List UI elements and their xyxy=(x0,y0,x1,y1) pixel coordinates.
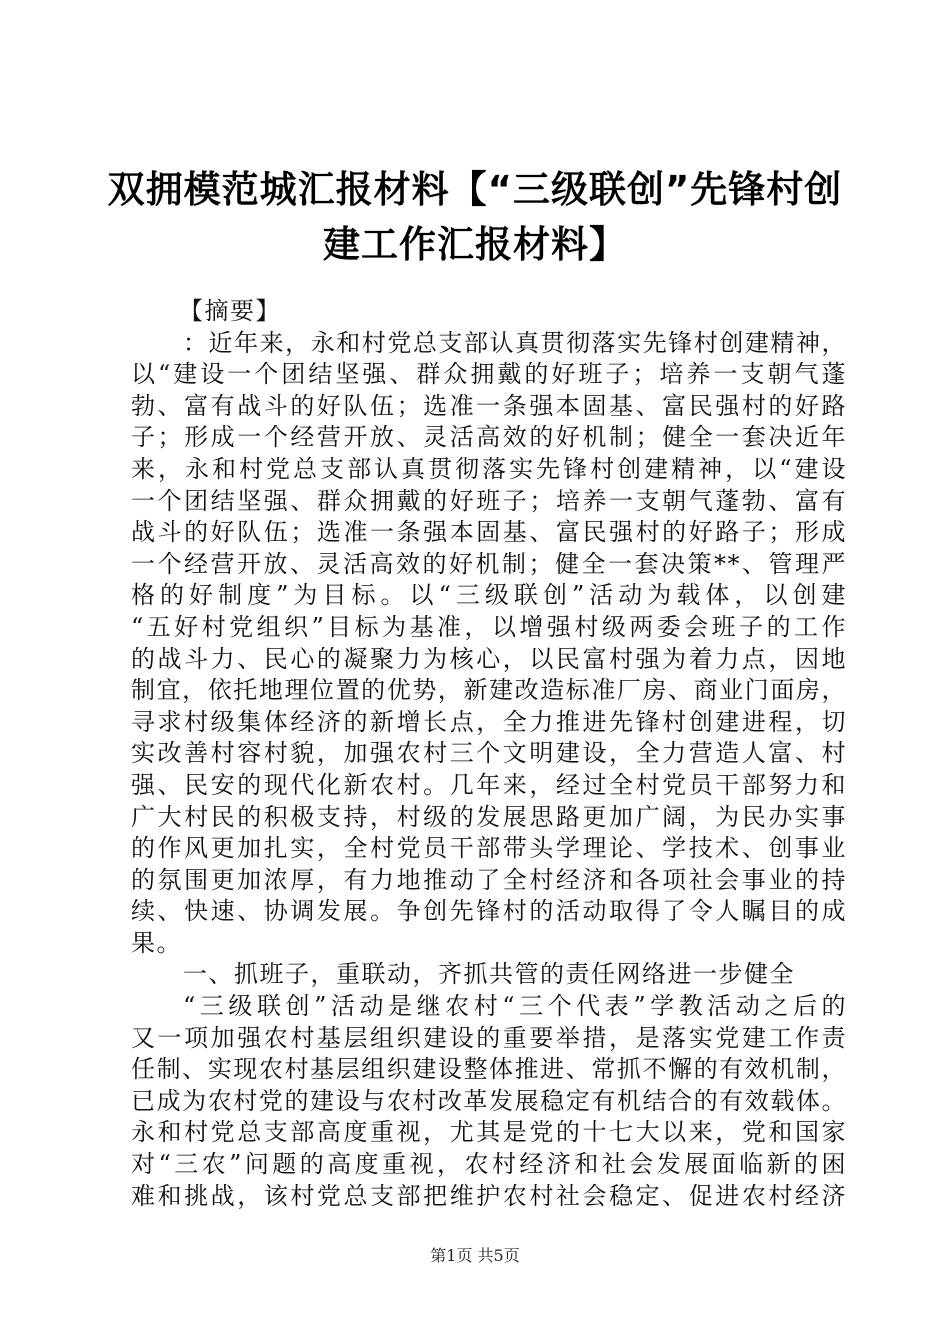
body-line: 战斗的好队伍；选准一条强本固基、富民强村的好路子；形成 xyxy=(131,518,847,547)
body-line: 广大村民的积极支持，村级的发展思路更加广阔，为民办实事 xyxy=(131,802,847,831)
body-line: 一个团结坚强、群众拥戴的好班子；培养一支朝气蓬勃、富有 xyxy=(131,486,847,515)
body-line: 又一项加强农村基层组织建设的重要举措，是落实党建工作责 xyxy=(131,1023,847,1052)
body-line: 【摘要】 xyxy=(179,297,281,325)
body-line: 勃、富有战斗的好队伍；选准一条强本固基、富民强村的好路 xyxy=(131,391,847,420)
document-title-line-2: 建工作汇报材料】 xyxy=(323,223,627,266)
body-line: 寻求村级集体经济的新增长点，全力推进先锋村创建进程，切 xyxy=(131,707,847,736)
body-line: 实改善村容村貌，加强农村三个文明建设，全力营造人富、村 xyxy=(131,739,847,768)
document-title-line-1: 双拥模范城汇报材料【“三级联创”先锋村创 xyxy=(107,168,843,211)
body-line: 对“三农”问题的高度重视，农村经济和社会发展面临新的困 xyxy=(131,1150,847,1179)
body-line: 强、民安的现代化新农村。几年来，经过全村党员干部努力和 xyxy=(131,770,847,799)
body-line: 格的好制度”为目标。以“三级联创”活动为载体，以创建 xyxy=(131,581,847,610)
body-line: 来，永和村党总支部认真贯彻落实先锋村创建精神，以“建设 xyxy=(131,454,847,483)
body-line: 续、快速、协调发展。争创先锋村的活动取得了令人瞩目的成 xyxy=(131,897,847,926)
body-line: 已成为农村党的建设与农村改革发展稳定有机结合的有效载体。 xyxy=(131,1086,847,1115)
page-footer: 第1页 共5页 xyxy=(430,1246,520,1265)
body-line: “三级联创”活动是继农村“三个代表”学教活动之后的 xyxy=(183,992,847,1021)
body-line: ：近年来，永和村党总支部认真贯彻落实先锋村创建精神， xyxy=(183,328,847,357)
body-line: 任制、实现农村基层组织建设整体推进、常抓不懈的有效机制， xyxy=(131,1055,847,1084)
body-line: “五好村党组织”目标为基准，以增强村级两委会班子的工作 xyxy=(131,612,847,641)
body-line: 果。 xyxy=(131,928,182,957)
body-line: 永和村党总支部高度重视，尤其是党的十七大以来，党和国家 xyxy=(131,1118,847,1147)
document-body xyxy=(131,296,847,1212)
body-line: 以“建设一个团结坚强、群众拥戴的好班子；培养一支朝气蓬 xyxy=(131,360,847,389)
body-line: 的作风更加扎实，全村党员干部带头学理论、学技术、创事业 xyxy=(131,834,847,863)
body-line: 的氛围更加浓厚，有力地推动了全村经济和各项社会事业的持 xyxy=(131,865,847,894)
body-line: 制宜，依托地理位置的优势，新建改造标准厂房、商业门面房， xyxy=(131,676,847,705)
body-line: 的战斗力、民心的凝聚力为核心，以民富村强为着力点，因地 xyxy=(131,644,847,673)
body-line: 一、抓班子，重联动，齐抓共管的责任网络进一步健全 xyxy=(183,960,795,989)
body-line: 子；形成一个经营开放、灵活高效的好机制；健全一套决近年 xyxy=(131,423,847,452)
body-line: 难和挑战，该村党总支部把维护农村社会稳定、促进农村经济 xyxy=(131,1181,847,1210)
body-line: 一个经营开放、灵活高效的好机制；健全一套决策**、管理严 xyxy=(131,549,847,578)
